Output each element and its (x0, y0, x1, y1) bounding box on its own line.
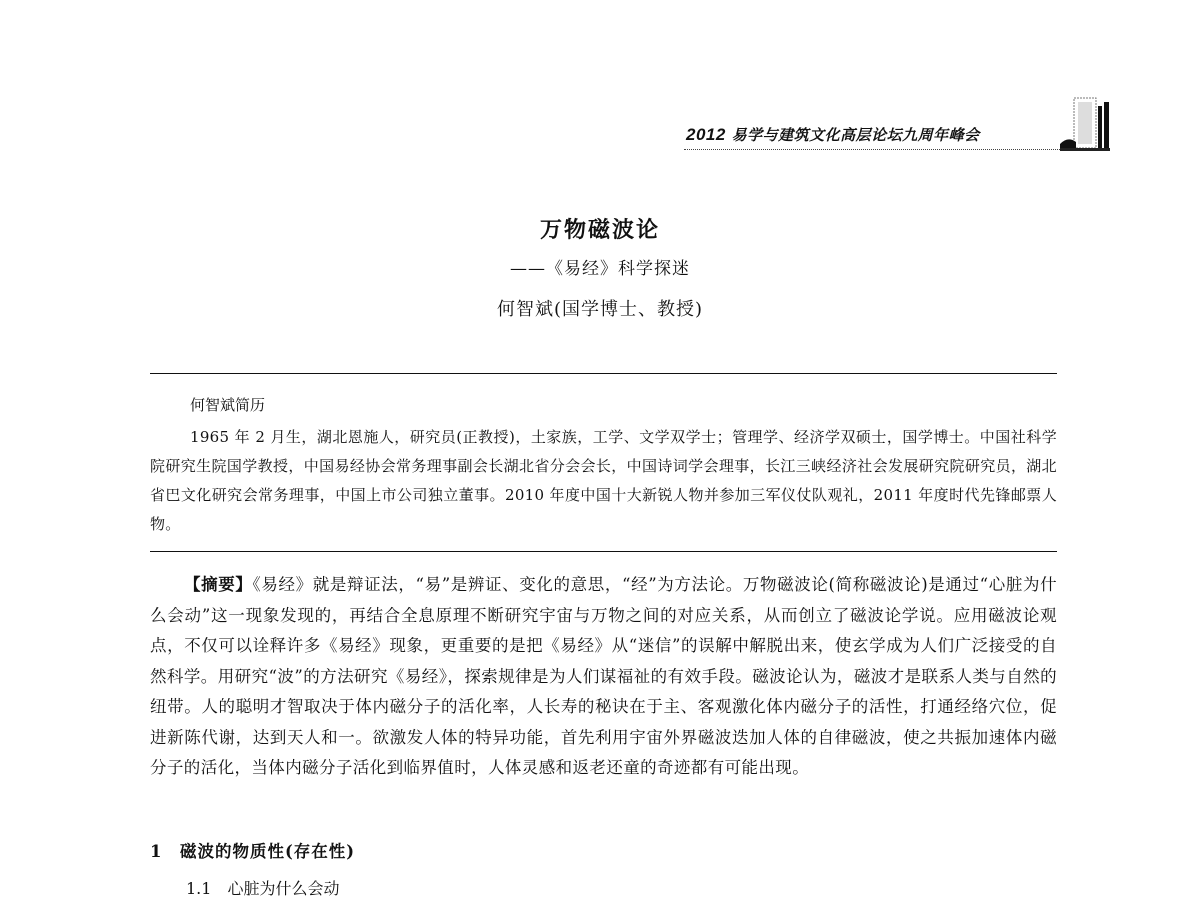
section-title: 磁波的物质性(存在性) (180, 842, 356, 861)
bio-bottom-rule (150, 551, 1057, 552)
header-conference: 易学与建筑文化高层论坛九周年峰会 (731, 126, 980, 144)
bio-top-rule (150, 373, 1057, 374)
conference-logo-icon (1060, 92, 1118, 156)
running-header (686, 124, 980, 145)
abstract-label: 【摘要】 (184, 575, 253, 594)
article-title: 万物磁波论 (539, 217, 660, 243)
bio-text: 1965 年 2 月生，湖北恩施人，研究员(正教授)，土家族，工学、文学双学士；管理学、经济学双硕士，国学博士。中国社科学院研究生院国学教授，中国易经协会常务理事副会长湖北省分会会长，中国诗词学会理事，长江三峡经济社会发展研究院研究员，湖北省巴文化研究会常务理事，中国上市公司独立董事。2010 年度中国十大新锐人物并参加三军仪仗队观礼，2011 年度时代先锋邮票人物。 (150, 428, 1057, 533)
bio-heading: 何智斌简历 (190, 396, 266, 414)
header-year: 2012 (686, 125, 726, 144)
abstract-text: 《易经》就是辩证法，“易”是辨证、变化的意思，“经”为方法论。万物磁波论(简称磁波论)是通过“心脏为什么会动”这一现象发现的，再结合全息原理不断研究宇宙与万物之间的对应关系，从而创立了磁波论学说。应用磁波论观点，不仅可以诠释许多《易经》现象，更重要的是把《易经》从“迷信”的误解中解脱出来，使玄学成为人们广泛接受的自然科学。用研究“波”的方法研究《易经》，探索规律是为人们谋福祉的有效手段。磁波论认为，磁波才是联系人类与自然的纽带。人的聪明才智取决于体内磁分子的活化率，人长寿的秘诀在于主、客观激化体内磁分子的活性，打通经络穴位，促进新陈代谢，达到天人和一。欲激发人体的特异功能，首先利用宇宙外界磁波迭加人体的自律磁波，使之共振加速体内磁分子的活化，当体内磁分子活化到临界值时，人体灵感和返老还童的奇迹都有可能出现。 (150, 575, 1058, 777)
header-dotted-rule (684, 149, 1060, 150)
abstract (150, 570, 1057, 784)
section-number: 1 (150, 842, 163, 861)
subsection-heading-partial: 1.1 心脏为什么会动 (186, 879, 340, 898)
article-author: 何智斌(国学博士、教授) (496, 299, 704, 320)
article-subtitle: ——《易经》科学探迷 (510, 259, 690, 279)
section-heading (150, 838, 355, 862)
